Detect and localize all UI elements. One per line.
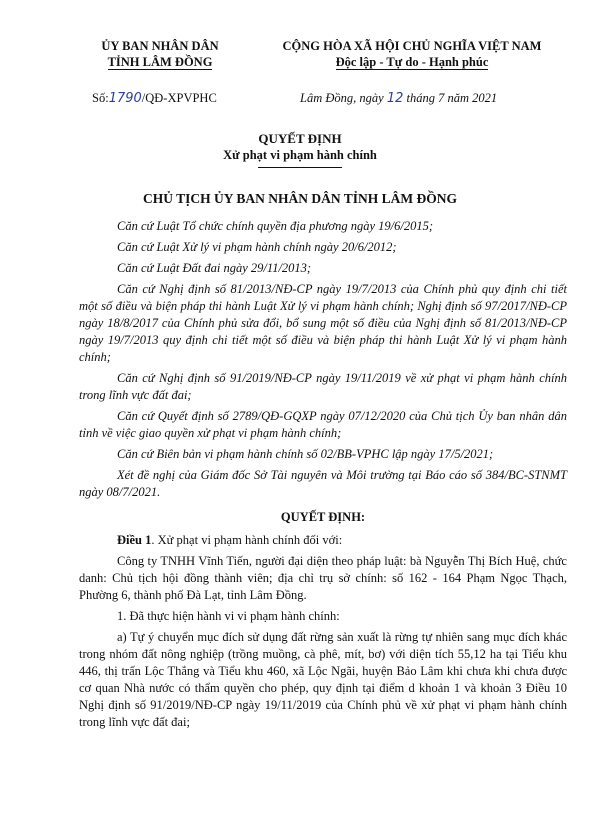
date-suffix: tháng 7 năm 2021 — [406, 91, 498, 105]
nation-line-1: CỘNG HÒA XÃ HỘI CHỦ NGHĨA VIỆT NAM — [282, 39, 542, 53]
document-date — [300, 91, 497, 106]
basis-7: Căn cứ Biên bản vi phạm hành chính số 02/BB-VPHC lập ngày 17/5/2021; — [117, 447, 494, 461]
basis-5: Căn cứ Nghị định số 91/2019/NĐ-CP ngày 19/11/2019 về xử phạt vi phạm hành chính trong lĩnh vực đất đai; — [79, 371, 567, 402]
agency-line-1: ỦY BAN NHÂN DÂN — [101, 39, 219, 53]
article-1-item-1: 1. Đã thực hiện hành vi vi phạm hành chính: — [117, 609, 340, 623]
number-prefix: Số: — [92, 91, 109, 105]
basis-8: Xét đề nghị của Giám đốc Sở Tài nguyên và Môi trường tại Báo cáo số 384/BC-STNMT ngày 08/7/2021. — [79, 468, 567, 499]
article-1 — [79, 532, 567, 549]
document-number — [92, 91, 217, 106]
doc-subject-title: Xử phạt vi phạm hành chính — [223, 148, 377, 162]
date-prefix: Lâm Đồng, ngày — [300, 91, 384, 105]
decision-heading: QUYẾT ĐỊNH: — [280, 510, 366, 524]
title-divider — [258, 167, 342, 168]
authority-title: CHỦ TỊCH ỦY BAN NHÂN DÂN TỈNH LÂM ĐỒNG — [142, 191, 458, 206]
basis-1: Căn cứ Luật Tổ chức chính quyền địa phương ngày 19/6/2015; — [117, 219, 433, 233]
basis-4: Căn cứ Nghị định số 81/2013/NĐ-CP ngày 19/7/2013 của Chính phủ quy định chi tiết một số điều và biện pháp thi hành Luật Xử lý vi phạm hành chính; Nghị định số 97/2017/NĐ-CP ngày 18/8/2017 của Chính phủ sửa đổi, bổ sung một số điều của Nghị định số 81/2013/NĐ-CP ngày 19/7/2013 quy định chi tiết một số điều và biện pháp thi hành Luật Xử lý vi phạm hành chính; — [79, 282, 567, 364]
article-1-label: Điều 1 — [117, 533, 152, 547]
article-1-entity: Công ty TNHH Vĩnh Tiến, người đại diện theo pháp luật: bà Nguyễn Thị Bích Huệ, chức danh: Chủ tịch hội đồng thành viên; địa chỉ trụ sở chính: số 162 - 164 Phạm Ngọc Thạch, Phường 6, thành phố Đà Lạt, tỉnh Lâm Đồng. — [79, 554, 567, 602]
basis-6: Căn cứ Quyết định số 2789/QĐ-GQXP ngày 07/12/2020 của Chủ tịch Ủy ban nhân dân tỉnh về việc giao quyền xử phạt vi phạm hành chính; — [79, 409, 567, 440]
handwritten-day: 12 — [386, 91, 404, 106]
number-suffix: /QĐ-XPVPHC — [141, 91, 217, 105]
issuing-agency — [80, 38, 240, 70]
national-motto — [262, 38, 562, 70]
doc-type-title: QUYẾT ĐỊNH — [258, 131, 342, 146]
basis-2: Căn cứ Luật Xử lý vi phạm hành chính ngày 20/6/2012; — [117, 240, 397, 254]
handwritten-number: 1790 — [108, 91, 142, 106]
nation-line-2: Độc lập - Tự do - Hạnh phúc — [335, 55, 489, 69]
agency-line-2: TỈNH LÂM ĐỒNG — [107, 55, 213, 69]
article-1-item-1a: a) Tự ý chuyển mục đích sử dụng đất rừng sản xuất là rừng tự nhiên sang mục đích khác trong nhóm đất nông nghiệp (trồng muồng, cà phê, mít, bơ) với diện tích 55,12 ha tại Tiểu khu 446, thị trấn Lộc Thắng và Tiểu khu 460, xã Lộc Ngãi, huyện Bảo Lâm khi chưa khi chưa được cơ quan Nhà nước có thẩm quyền cho phép, quy định tại điểm d khoản 1 và khoản 3 Điều 10 Nghị định số 91/2019/NĐ-CP ngày 19/11/2019 của Chính phủ về xử phạt vi phạm hành chính trong lĩnh vực đất đai; — [79, 630, 567, 729]
article-1-text: . Xử phạt vi phạm hành chính đối với: — [151, 533, 343, 547]
document-body — [79, 218, 567, 735]
basis-3: Căn cứ Luật Đất đai ngày 29/11/2013; — [117, 261, 312, 275]
